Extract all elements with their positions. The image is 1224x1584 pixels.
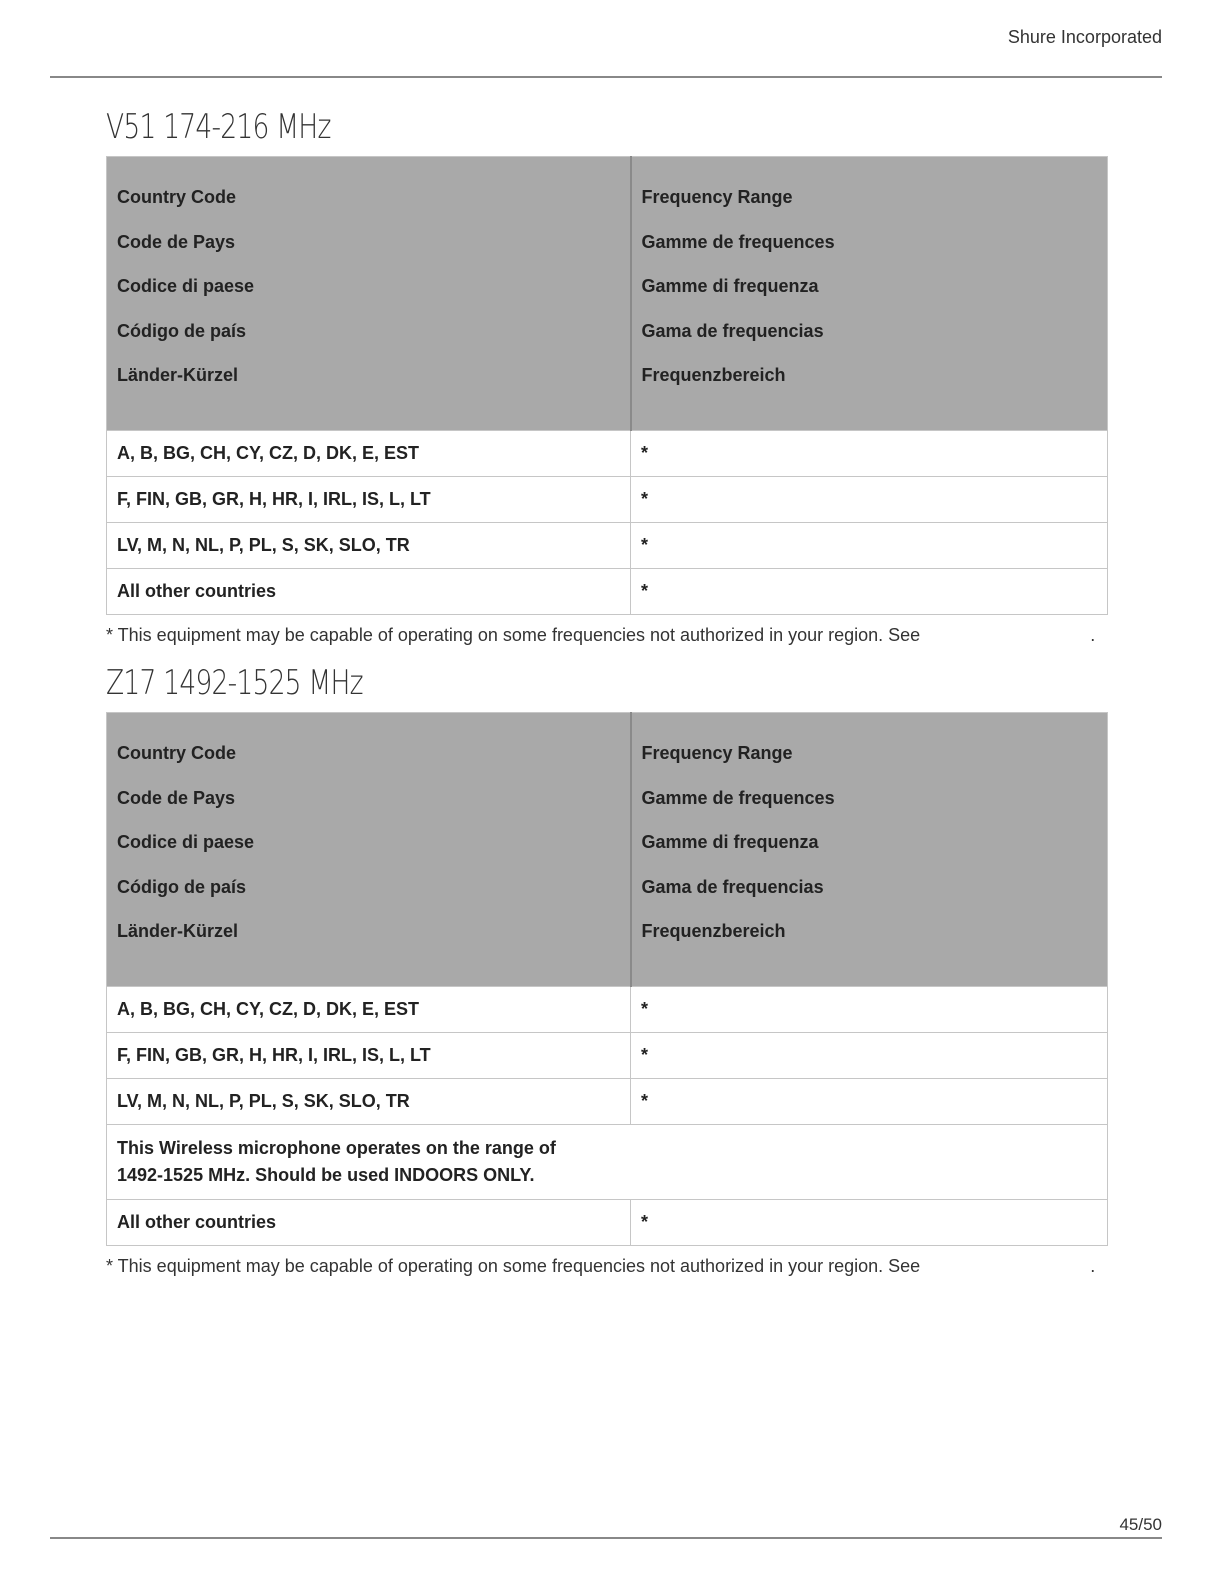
country-cell: LV, M, N, NL, P, PL, S, SK, SLO, TR (107, 1078, 631, 1124)
frequency-table (106, 712, 1108, 1246)
country-code-header (107, 713, 631, 987)
country-cell: All other countries (107, 1199, 631, 1245)
frequency-range-header (631, 157, 1108, 431)
range-cell: * (631, 1032, 1108, 1078)
header-label: Frequenzbereich (641, 921, 786, 942)
header-label: Codice di paese (117, 832, 255, 853)
footnote-text: * This equipment may be capable of operating on some frequencies not authorized in your region. See (106, 1255, 921, 1276)
header-divider (50, 76, 1162, 78)
header-label: Gamme di frequenza (641, 276, 819, 297)
footnote-end: . (1090, 1255, 1096, 1276)
indoors-note-cell (107, 1124, 1108, 1199)
footnote-end: . (1090, 624, 1096, 645)
header-label: Gama de frequencias (641, 876, 824, 897)
header-label: Country Code (117, 743, 236, 763)
section-v51 (106, 102, 1106, 646)
header-label: Frequenzbereich (641, 365, 786, 386)
indoors-note-line: 1492-1525 MHz. Should be used INDOORS ONLY. (117, 1164, 535, 1185)
header-label: Gamme de frequences (641, 787, 835, 808)
header-label: Codice di paese (117, 276, 255, 297)
indoors-note-line: This Wireless microphone operates on the range of (117, 1137, 556, 1158)
header-label: Gamme de frequences (641, 231, 835, 252)
header-label: Frequency Range (641, 187, 793, 207)
table-row (107, 986, 1108, 1032)
table-row (107, 476, 1108, 522)
page-number: 45/50 (1119, 1515, 1162, 1534)
header-label: Código de país (117, 320, 247, 341)
footnote (106, 625, 1106, 646)
table-row (107, 568, 1108, 614)
range-cell: * (631, 476, 1108, 522)
footnote (106, 1256, 1106, 1277)
table-header-row (107, 713, 1108, 987)
range-cell: * (631, 430, 1108, 476)
frequency-table (106, 156, 1108, 615)
frequency-range-header (631, 713, 1108, 987)
range-cell: * (631, 1199, 1108, 1245)
header-label: Länder-Kürzel (117, 921, 239, 942)
country-cell: F, FIN, GB, GR, H, HR, I, IRL, IS, L, LT (107, 476, 631, 522)
section-z17 (106, 658, 1106, 1277)
range-cell: * (631, 568, 1108, 614)
country-cell: A, B, BG, CH, CY, CZ, D, DK, E, EST (107, 430, 631, 476)
footer-divider (50, 1537, 1162, 1539)
header-label: Country Code (117, 187, 236, 207)
table-row (107, 430, 1108, 476)
company-name: Shure Incorporated (1007, 27, 1162, 47)
country-cell: All other countries (107, 568, 631, 614)
country-cell: LV, M, N, NL, P, PL, S, SK, SLO, TR (107, 522, 631, 568)
header-label: Frequency Range (641, 743, 793, 763)
country-cell: A, B, BG, CH, CY, CZ, D, DK, E, EST (107, 986, 631, 1032)
header-label: Code de Pays (117, 787, 236, 808)
range-cell: * (631, 522, 1108, 568)
country-cell: F, FIN, GB, GR, H, HR, I, IRL, IS, L, LT (107, 1032, 631, 1078)
section-title: Z17 1492-1525 MHz (106, 663, 363, 703)
range-cell: * (631, 1078, 1108, 1124)
section-title: V51 174-216 MHz (106, 107, 331, 147)
header-label: Code de Pays (117, 231, 236, 252)
table-row (107, 1078, 1108, 1124)
country-code-header (107, 157, 631, 431)
table-row (107, 522, 1108, 568)
header-label: Gamme di frequenza (641, 832, 819, 853)
table-header-row (107, 157, 1108, 431)
header-label: Gama de frequencias (641, 320, 824, 341)
footnote-text: * This equipment may be capable of operating on some frequencies not authorized in your region. See (106, 624, 921, 645)
indoors-note-row (107, 1124, 1108, 1199)
table-row (107, 1032, 1108, 1078)
range-cell: * (631, 986, 1108, 1032)
header-label: Länder-Kürzel (117, 365, 239, 386)
header-label: Código de país (117, 876, 247, 897)
table-row (107, 1199, 1108, 1245)
